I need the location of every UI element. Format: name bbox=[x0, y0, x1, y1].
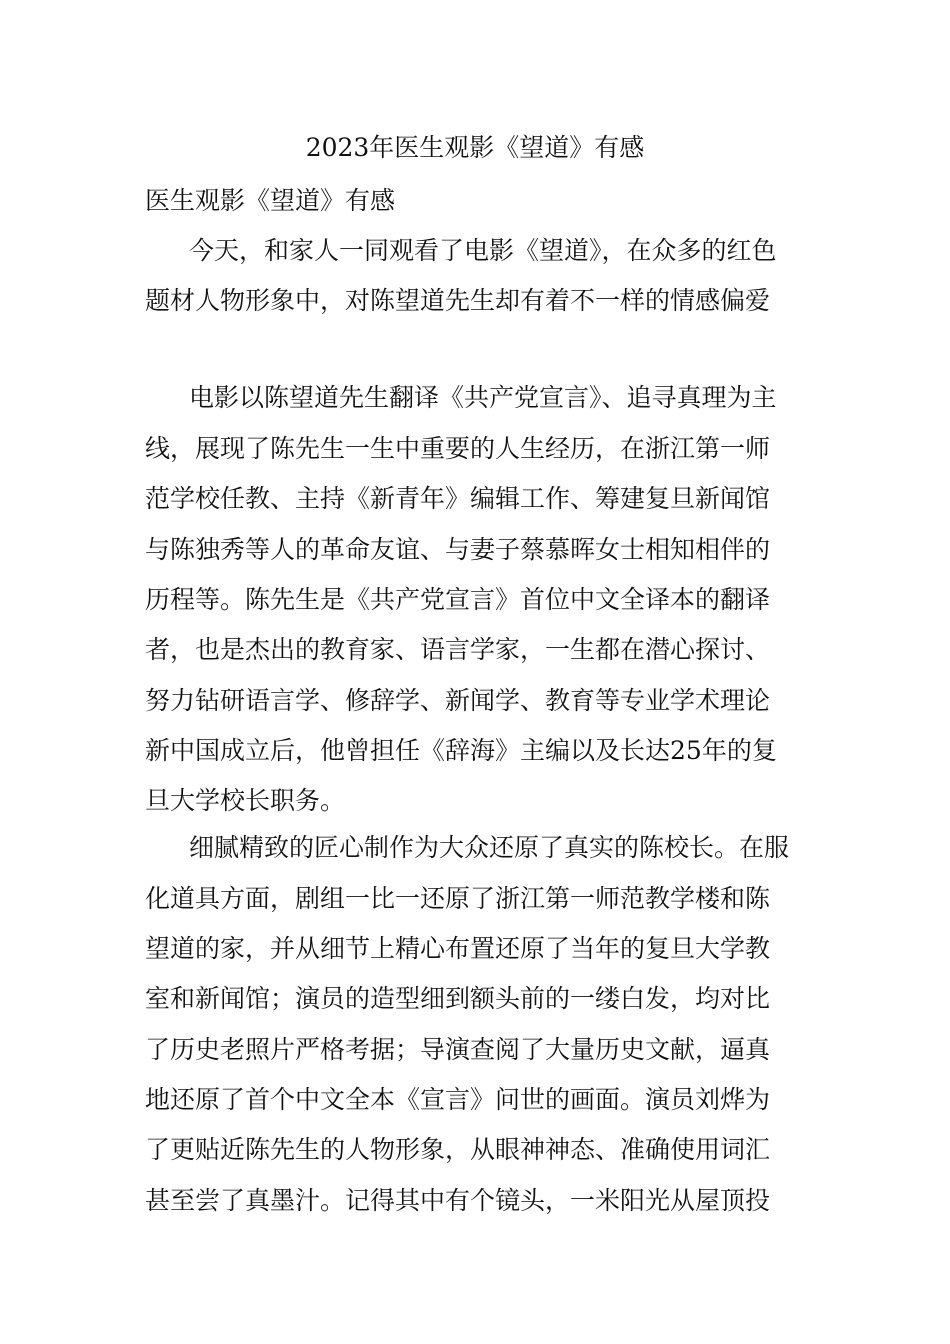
paragraph-line: 室和新闻馆；演员的造型细到额头前的一缕白发，均对比 bbox=[145, 984, 771, 1013]
paragraph-line: 电影以陈望道先生翻译《共产党宣言》、追寻真理为主 bbox=[189, 383, 777, 412]
paragraph-line: 历程等。陈先生是《共产党宣言》首位中文全译本的翻译 bbox=[145, 585, 771, 614]
paragraph-line: 努力钻研语言学、修辞学、新闻学、教育等专业学术理论 bbox=[145, 686, 771, 715]
document-title: 2023年医生观影《望道》有感 bbox=[305, 133, 645, 162]
paragraph-line: 望道的家，并从细节上精心布置还原了当年的复旦大学教 bbox=[145, 934, 771, 963]
paragraph-line: 线，展现了陈先生一生中重要的人生经历，在浙江第一师 bbox=[145, 434, 771, 463]
paragraph-line: 地还原了首个中文全本《宣言》问世的画面。演员刘烨为 bbox=[145, 1085, 771, 1114]
paragraph-line: 甚至尝了真墨汁。记得其中有个镜头，一米阳光从屋顶投 bbox=[145, 1186, 771, 1215]
paragraph-line: 今天，和家人一同观看了电影《望道》，在众多的红色 bbox=[189, 236, 777, 265]
paragraph-line: 旦大学校长职务。 bbox=[145, 786, 346, 815]
paragraph-line: 者，也是杰出的教育家、语言学家，一生都在潜心探讨、 bbox=[145, 635, 771, 664]
paragraph-line: 细腻精致的匠心制作为大众还原了真实的陈校长。在服 bbox=[189, 833, 790, 862]
paragraph-line: 了更贴近陈先生的人物形象，从眼神神态、准确使用词汇 bbox=[145, 1135, 771, 1164]
paragraph-line: 题材人物形象中，对陈望道先生却有着不一样的情感偏爱 bbox=[145, 286, 771, 315]
paragraph-line: 范学校任教、主持《新青年》编辑工作、筹建复旦新闻馆 bbox=[145, 484, 771, 513]
paragraph-line: 与陈独秀等人的革命友谊、与妻子蔡慕晖女士相知相伴的 bbox=[145, 535, 771, 564]
document-subtitle: 医生观影《望道》有感 bbox=[145, 186, 396, 215]
paragraph-line: 化道具方面，剧组一比一还原了浙江第一师范教学楼和陈 bbox=[145, 884, 771, 913]
paragraph-line: 新中国成立后，他曾担任《辞海》主编以及长达25年的复 bbox=[145, 736, 777, 765]
paragraph-line: 了历史老照片严格考据；导演查阅了大量历史文献，逼真 bbox=[145, 1035, 771, 1064]
